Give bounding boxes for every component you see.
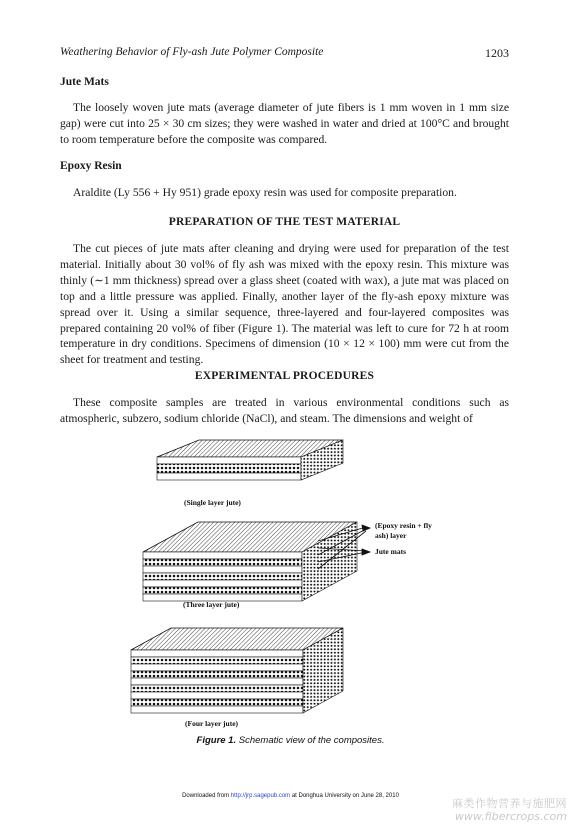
preparation-paragraph: The cut pieces of jute mats after cleaning and drying were used for preparation of the test material. Initially about 30 vol% of fly ash was mixed with the epoxy resin. This mixture was thinly (∼1 mm thickness) spread over a glass sheet (coated with wax), a jute mat was placed on top and a little pressure was applied. Finally, another layer of the fly-ash epoxy mixture was spread over it. Using a similar sequence, three-layered and four-layered composites was prepared containing 20 vol% of fiber (Figure 1). The material was left to cure for 72 h at room temperature in dry conditions. Specimens of dimension (10 × 12 × 100) mm were cut from the sheet for treatment and testing. [60, 242, 509, 367]
epoxy-resin-paragraph: Araldite (Ly 556 + Hy 951) grade epoxy resin was used for composite preparation. [73, 186, 457, 199]
watermark [452, 797, 567, 823]
page-number: 1203 [485, 46, 509, 60]
preparation-heading: PREPARATION OF THE TEST MATERIAL [168, 216, 401, 228]
experimental-paragraph: These composite samples are treated in various environmental conditions such as atmospheric, subzero, sodium chloride (NaCl), and steam. The dimensions and weight of [60, 396, 509, 425]
composite-schematic-figure [0, 430, 581, 750]
three-layer-label: (Three layer jute) [183, 600, 240, 609]
running-title: Weathering Behavior of Fly-ash Jute Polymer Composite [60, 46, 324, 58]
jute-mats-heading: Jute Mats [60, 76, 109, 88]
watermark-url: www.fibercrops.com [454, 810, 567, 823]
jute-mats-paragraph: The loosely woven jute mats (average diameter of jute fibers is 1 mm woven in 1 mm size gap) were cut into 25 × 30 cm sizes; they were washed in water and dried at 100°C and brought to room temperature before the composite was compared. [60, 101, 509, 146]
single-layer-block [157, 440, 343, 480]
epoxy-layer-label-line2: ash) layer [375, 531, 407, 540]
epoxy-layer-label-line1: (Epoxy resin + fly [375, 521, 432, 530]
figure-caption-text: Schematic view of the composites. [238, 735, 385, 746]
four-layer-label: (Four layer jute) [185, 719, 239, 728]
figure-caption [0, 735, 581, 746]
epoxy-resin-heading: Epoxy Resin [60, 160, 122, 172]
experimental-heading: EXPERIMENTAL PROCEDURES [194, 370, 375, 382]
footer-suffix: at Donghua University on June 28, 2010 [291, 793, 399, 799]
footer-link[interactable]: http://jrp.sagepub.com [230, 793, 291, 799]
four-layer-block [131, 628, 343, 713]
figure-caption-number: Figure 1. [196, 735, 237, 746]
footer-prefix: Downloaded from [182, 793, 230, 799]
watermark-cn: 麻类作物营养与施肥网 [452, 797, 567, 810]
single-layer-label: (Single layer jute) [184, 498, 241, 507]
jute-mats-label: Jute mats [375, 547, 407, 556]
running-header [60, 46, 509, 62]
three-layer-block [143, 522, 357, 601]
